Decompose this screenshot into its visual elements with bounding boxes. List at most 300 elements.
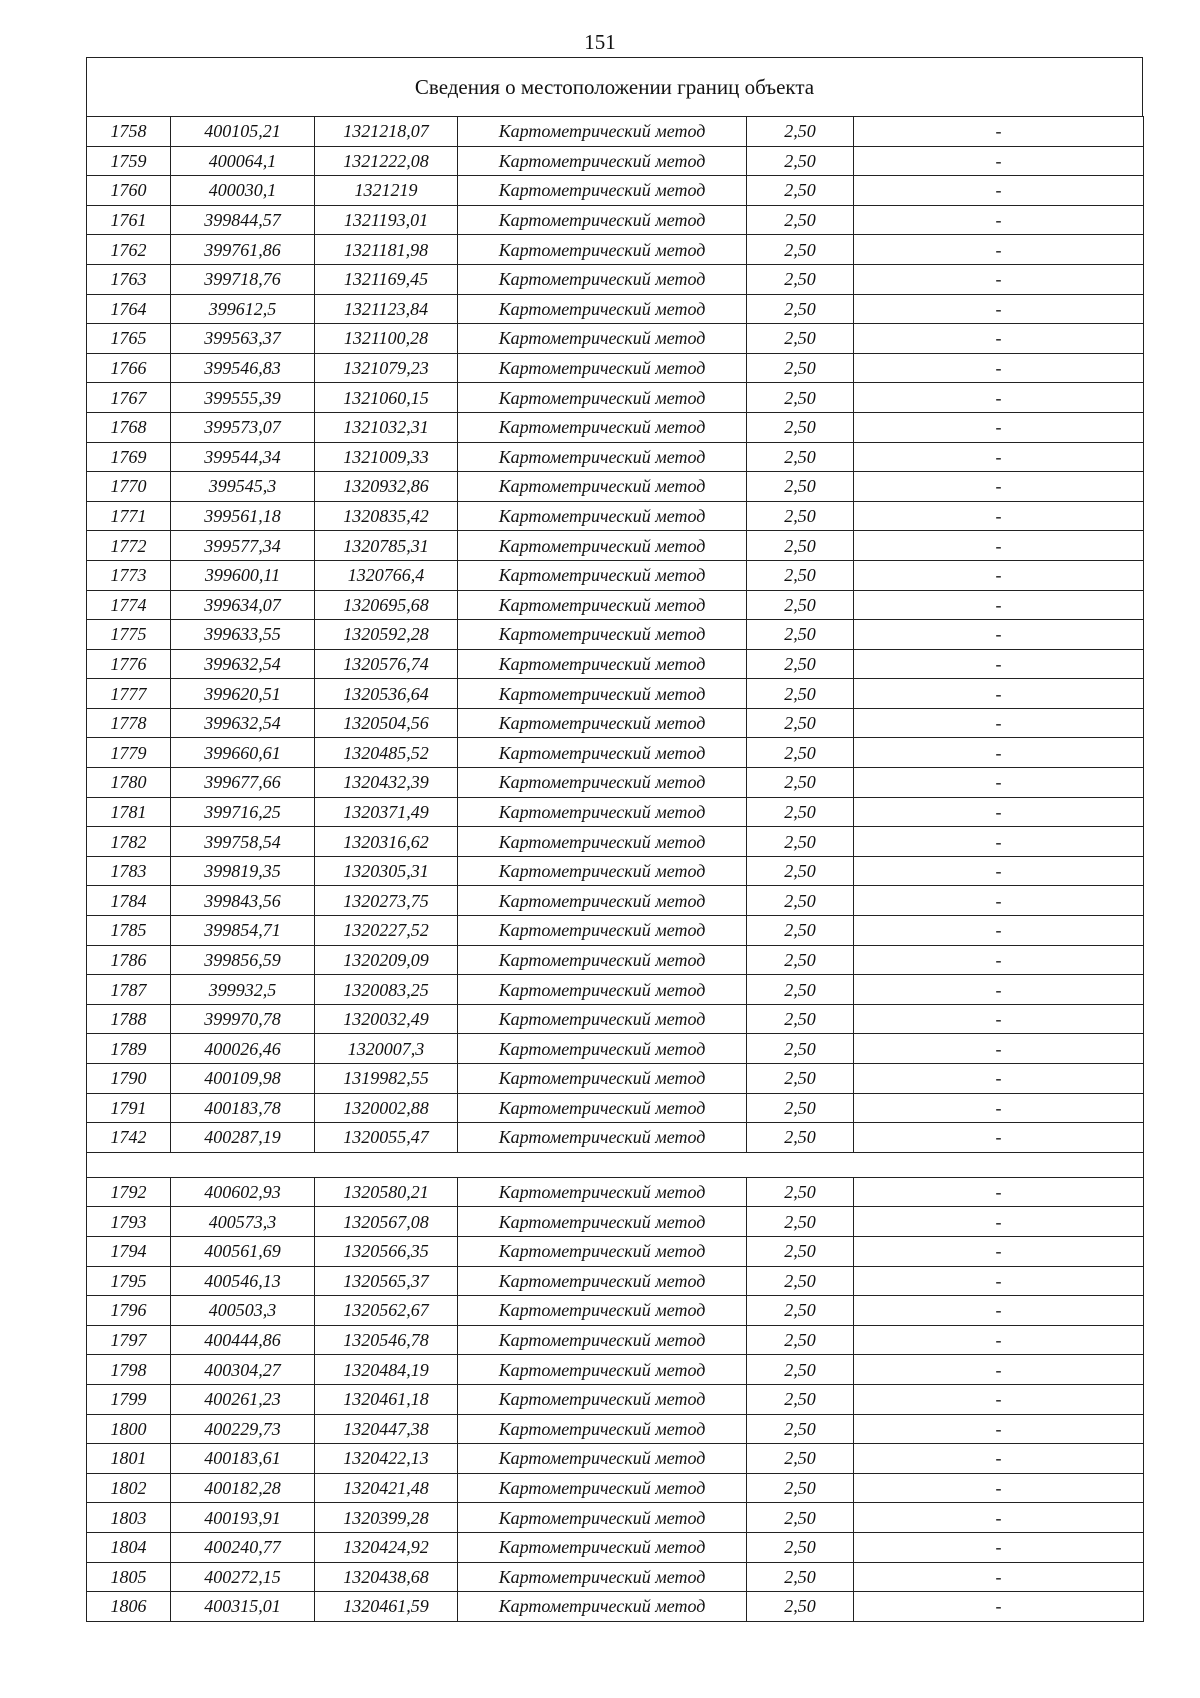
x-coordinate-cell: 399600,11 bbox=[171, 560, 315, 590]
point-number-cell: 1794 bbox=[87, 1236, 171, 1266]
x-coordinate-cell: 400287,19 bbox=[171, 1123, 315, 1153]
accuracy-cell: 2,50 bbox=[747, 560, 854, 590]
description-cell: - bbox=[854, 856, 1144, 886]
x-coordinate-cell: 400261,23 bbox=[171, 1384, 315, 1414]
method-cell: Картометрический метод bbox=[458, 235, 747, 265]
method-cell: Картометрический метод bbox=[458, 1177, 747, 1207]
description-cell: - bbox=[854, 235, 1144, 265]
table-row bbox=[87, 1473, 1144, 1503]
table-row bbox=[87, 590, 1144, 620]
y-coordinate-cell: 1320484,19 bbox=[315, 1355, 458, 1385]
table-row bbox=[87, 768, 1144, 798]
method-cell: Картометрический метод bbox=[458, 1503, 747, 1533]
description-cell: - bbox=[854, 1236, 1144, 1266]
point-number-cell: 1763 bbox=[87, 264, 171, 294]
accuracy-cell: 2,50 bbox=[747, 264, 854, 294]
y-coordinate-cell: 1320316,62 bbox=[315, 827, 458, 857]
method-cell: Картометрический метод bbox=[458, 945, 747, 975]
method-cell: Картометрический метод bbox=[458, 1034, 747, 1064]
description-cell: - bbox=[854, 708, 1144, 738]
accuracy-cell: 2,50 bbox=[747, 205, 854, 235]
y-coordinate-cell: 1319982,55 bbox=[315, 1064, 458, 1094]
method-cell: Картометрический метод bbox=[458, 797, 747, 827]
accuracy-cell: 2,50 bbox=[747, 1177, 854, 1207]
accuracy-cell: 2,50 bbox=[747, 324, 854, 354]
accuracy-cell: 2,50 bbox=[747, 590, 854, 620]
accuracy-cell: 2,50 bbox=[747, 1123, 854, 1153]
method-cell: Картометрический метод bbox=[458, 1064, 747, 1094]
method-cell: Картометрический метод bbox=[458, 117, 747, 147]
accuracy-cell: 2,50 bbox=[747, 1296, 854, 1326]
y-coordinate-cell: 1320461,18 bbox=[315, 1384, 458, 1414]
description-cell: - bbox=[854, 1503, 1144, 1533]
x-coordinate-cell: 400561,69 bbox=[171, 1236, 315, 1266]
accuracy-cell: 2,50 bbox=[747, 827, 854, 857]
y-coordinate-cell: 1320083,25 bbox=[315, 975, 458, 1005]
y-coordinate-cell: 1320371,49 bbox=[315, 797, 458, 827]
point-number-cell: 1795 bbox=[87, 1266, 171, 1296]
table-row bbox=[87, 1266, 1144, 1296]
accuracy-cell: 2,50 bbox=[747, 1473, 854, 1503]
method-cell: Картометрический метод bbox=[458, 738, 747, 768]
point-number-cell: 1773 bbox=[87, 560, 171, 590]
y-coordinate-cell: 1321193,01 bbox=[315, 205, 458, 235]
x-coordinate-cell: 400026,46 bbox=[171, 1034, 315, 1064]
y-coordinate-cell: 1321218,07 bbox=[315, 117, 458, 147]
y-coordinate-cell: 1320536,64 bbox=[315, 679, 458, 709]
description-cell: - bbox=[854, 1384, 1144, 1414]
y-coordinate-cell: 1321222,08 bbox=[315, 146, 458, 176]
point-number-cell: 1780 bbox=[87, 768, 171, 798]
description-cell: - bbox=[854, 1123, 1144, 1153]
table-row bbox=[87, 738, 1144, 768]
method-cell: Картометрический метод bbox=[458, 590, 747, 620]
table-row bbox=[87, 1177, 1144, 1207]
table-body bbox=[87, 117, 1144, 1622]
x-coordinate-cell: 399634,07 bbox=[171, 590, 315, 620]
table-row bbox=[87, 117, 1144, 147]
method-cell: Картометрический метод bbox=[458, 1444, 747, 1474]
table-row bbox=[87, 1355, 1144, 1385]
point-number-cell: 1799 bbox=[87, 1384, 171, 1414]
method-cell: Картометрический метод bbox=[458, 856, 747, 886]
point-number-cell: 1767 bbox=[87, 383, 171, 413]
y-coordinate-cell: 1321219 bbox=[315, 176, 458, 206]
table-row bbox=[87, 679, 1144, 709]
x-coordinate-cell: 399555,39 bbox=[171, 383, 315, 413]
y-coordinate-cell: 1320421,48 bbox=[315, 1473, 458, 1503]
accuracy-cell: 2,50 bbox=[747, 235, 854, 265]
description-cell: - bbox=[854, 1064, 1144, 1094]
y-coordinate-cell: 1320002,88 bbox=[315, 1093, 458, 1123]
y-coordinate-cell: 1320273,75 bbox=[315, 886, 458, 916]
contour-separator-row bbox=[87, 1152, 1144, 1177]
method-cell: Картометрический метод bbox=[458, 1532, 747, 1562]
boundary-points-table bbox=[86, 116, 1144, 1622]
description-cell: - bbox=[854, 117, 1144, 147]
table-row bbox=[87, 1034, 1144, 1064]
accuracy-cell: 2,50 bbox=[747, 117, 854, 147]
x-coordinate-cell: 399545,3 bbox=[171, 472, 315, 502]
x-coordinate-cell: 399620,51 bbox=[171, 679, 315, 709]
description-cell: - bbox=[854, 1004, 1144, 1034]
description-cell: - bbox=[854, 620, 1144, 650]
point-number-cell: 1768 bbox=[87, 412, 171, 442]
y-coordinate-cell: 1320032,49 bbox=[315, 1004, 458, 1034]
table-row bbox=[87, 945, 1144, 975]
point-number-cell: 1782 bbox=[87, 827, 171, 857]
x-coordinate-cell: 400182,28 bbox=[171, 1473, 315, 1503]
x-coordinate-cell: 399633,55 bbox=[171, 620, 315, 650]
table-row bbox=[87, 1444, 1144, 1474]
y-coordinate-cell: 1320007,3 bbox=[315, 1034, 458, 1064]
point-number-cell: 1769 bbox=[87, 442, 171, 472]
method-cell: Картометрический метод bbox=[458, 205, 747, 235]
description-cell: - bbox=[854, 1473, 1144, 1503]
table-row bbox=[87, 412, 1144, 442]
table-row bbox=[87, 531, 1144, 561]
description-cell: - bbox=[854, 1325, 1144, 1355]
accuracy-cell: 2,50 bbox=[747, 1093, 854, 1123]
table-row bbox=[87, 324, 1144, 354]
x-coordinate-cell: 400304,27 bbox=[171, 1355, 315, 1385]
description-cell: - bbox=[854, 442, 1144, 472]
table-row bbox=[87, 1325, 1144, 1355]
point-number-cell: 1766 bbox=[87, 353, 171, 383]
y-coordinate-cell: 1320055,47 bbox=[315, 1123, 458, 1153]
table-row bbox=[87, 560, 1144, 590]
accuracy-cell: 2,50 bbox=[747, 886, 854, 916]
method-cell: Картометрический метод bbox=[458, 1093, 747, 1123]
x-coordinate-cell: 400240,77 bbox=[171, 1532, 315, 1562]
method-cell: Картометрический метод bbox=[458, 679, 747, 709]
x-coordinate-cell: 400546,13 bbox=[171, 1266, 315, 1296]
description-cell: - bbox=[854, 264, 1144, 294]
accuracy-cell: 2,50 bbox=[747, 353, 854, 383]
table-row bbox=[87, 501, 1144, 531]
point-number-cell: 1771 bbox=[87, 501, 171, 531]
point-number-cell: 1772 bbox=[87, 531, 171, 561]
table-row bbox=[87, 827, 1144, 857]
y-coordinate-cell: 1320305,31 bbox=[315, 856, 458, 886]
table-row bbox=[87, 856, 1144, 886]
accuracy-cell: 2,50 bbox=[747, 945, 854, 975]
x-coordinate-cell: 399758,54 bbox=[171, 827, 315, 857]
table-row bbox=[87, 294, 1144, 324]
accuracy-cell: 2,50 bbox=[747, 620, 854, 650]
y-coordinate-cell: 1320835,42 bbox=[315, 501, 458, 531]
table-row bbox=[87, 649, 1144, 679]
page-number: 151 bbox=[584, 30, 616, 54]
description-cell: - bbox=[854, 886, 1144, 916]
description-cell: - bbox=[854, 1266, 1144, 1296]
point-number-cell: 1784 bbox=[87, 886, 171, 916]
x-coordinate-cell: 400109,98 bbox=[171, 1064, 315, 1094]
point-number-cell: 1800 bbox=[87, 1414, 171, 1444]
x-coordinate-cell: 399573,07 bbox=[171, 412, 315, 442]
point-number-cell: 1779 bbox=[87, 738, 171, 768]
x-coordinate-cell: 399544,34 bbox=[171, 442, 315, 472]
accuracy-cell: 2,50 bbox=[747, 1444, 854, 1474]
accuracy-cell: 2,50 bbox=[747, 797, 854, 827]
method-cell: Картометрический метод bbox=[458, 1562, 747, 1592]
description-cell: - bbox=[854, 560, 1144, 590]
point-number-cell: 1788 bbox=[87, 1004, 171, 1034]
description-cell: - bbox=[854, 1034, 1144, 1064]
y-coordinate-cell: 1321181,98 bbox=[315, 235, 458, 265]
table-row bbox=[87, 264, 1144, 294]
description-cell: - bbox=[854, 945, 1144, 975]
point-number-cell: 1789 bbox=[87, 1034, 171, 1064]
point-number-cell: 1776 bbox=[87, 649, 171, 679]
y-coordinate-cell: 1321009,33 bbox=[315, 442, 458, 472]
description-cell: - bbox=[854, 1562, 1144, 1592]
accuracy-cell: 2,50 bbox=[747, 383, 854, 413]
x-coordinate-cell: 399970,78 bbox=[171, 1004, 315, 1034]
y-coordinate-cell: 1320580,21 bbox=[315, 1177, 458, 1207]
table-row bbox=[87, 620, 1144, 650]
point-number-cell: 1783 bbox=[87, 856, 171, 886]
method-cell: Картометрический метод bbox=[458, 708, 747, 738]
y-coordinate-cell: 1320438,68 bbox=[315, 1562, 458, 1592]
accuracy-cell: 2,50 bbox=[747, 679, 854, 709]
x-coordinate-cell: 400030,1 bbox=[171, 176, 315, 206]
accuracy-cell: 2,50 bbox=[747, 1562, 854, 1592]
y-coordinate-cell: 1320461,59 bbox=[315, 1592, 458, 1622]
accuracy-cell: 2,50 bbox=[747, 1325, 854, 1355]
method-cell: Картометрический метод bbox=[458, 412, 747, 442]
table-title: Сведения о местоположении границ объекта bbox=[86, 57, 1143, 116]
method-cell: Картометрический метод bbox=[458, 442, 747, 472]
table-row bbox=[87, 916, 1144, 946]
description-cell: - bbox=[854, 205, 1144, 235]
method-cell: Картометрический метод bbox=[458, 383, 747, 413]
x-coordinate-cell: 400064,1 bbox=[171, 146, 315, 176]
y-coordinate-cell: 1321100,28 bbox=[315, 324, 458, 354]
description-cell: - bbox=[854, 472, 1144, 502]
accuracy-cell: 2,50 bbox=[747, 472, 854, 502]
x-coordinate-cell: 399577,34 bbox=[171, 531, 315, 561]
point-number-cell: 1765 bbox=[87, 324, 171, 354]
table-row bbox=[87, 472, 1144, 502]
description-cell: - bbox=[854, 797, 1144, 827]
method-cell: Картометрический метод bbox=[458, 1414, 747, 1444]
y-coordinate-cell: 1320399,28 bbox=[315, 1503, 458, 1533]
accuracy-cell: 2,50 bbox=[747, 856, 854, 886]
table-row bbox=[87, 1562, 1144, 1592]
x-coordinate-cell: 399932,5 bbox=[171, 975, 315, 1005]
accuracy-cell: 2,50 bbox=[747, 1004, 854, 1034]
point-number-cell: 1759 bbox=[87, 146, 171, 176]
table-row bbox=[87, 1064, 1144, 1094]
table-row bbox=[87, 1532, 1144, 1562]
x-coordinate-cell: 399718,76 bbox=[171, 264, 315, 294]
method-cell: Картометрический метод bbox=[458, 146, 747, 176]
description-cell: - bbox=[854, 1355, 1144, 1385]
x-coordinate-cell: 399677,66 bbox=[171, 768, 315, 798]
point-number-cell: 1781 bbox=[87, 797, 171, 827]
method-cell: Картометрический метод bbox=[458, 1355, 747, 1385]
point-number-cell: 1797 bbox=[87, 1325, 171, 1355]
y-coordinate-cell: 1320227,52 bbox=[315, 916, 458, 946]
accuracy-cell: 2,50 bbox=[747, 975, 854, 1005]
accuracy-cell: 2,50 bbox=[747, 708, 854, 738]
point-number-cell: 1805 bbox=[87, 1562, 171, 1592]
point-number-cell: 1786 bbox=[87, 945, 171, 975]
y-coordinate-cell: 1321032,31 bbox=[315, 412, 458, 442]
point-number-cell: 1798 bbox=[87, 1355, 171, 1385]
point-number-cell: 1778 bbox=[87, 708, 171, 738]
x-coordinate-cell: 400444,86 bbox=[171, 1325, 315, 1355]
table-row bbox=[87, 1207, 1144, 1237]
description-cell: - bbox=[854, 324, 1144, 354]
method-cell: Картометрический метод bbox=[458, 264, 747, 294]
description-cell: - bbox=[854, 679, 1144, 709]
accuracy-cell: 2,50 bbox=[747, 1503, 854, 1533]
point-number-cell: 1761 bbox=[87, 205, 171, 235]
point-number-cell: 1791 bbox=[87, 1093, 171, 1123]
accuracy-cell: 2,50 bbox=[747, 1266, 854, 1296]
point-number-cell: 1764 bbox=[87, 294, 171, 324]
point-number-cell: 1775 bbox=[87, 620, 171, 650]
y-coordinate-cell: 1320695,68 bbox=[315, 590, 458, 620]
x-coordinate-cell: 400272,15 bbox=[171, 1562, 315, 1592]
point-number-cell: 1742 bbox=[87, 1123, 171, 1153]
method-cell: Картометрический метод bbox=[458, 324, 747, 354]
table-row bbox=[87, 886, 1144, 916]
point-number-cell: 1806 bbox=[87, 1592, 171, 1622]
x-coordinate-cell: 399761,86 bbox=[171, 235, 315, 265]
table-row bbox=[87, 353, 1144, 383]
accuracy-cell: 2,50 bbox=[747, 176, 854, 206]
description-cell: - bbox=[854, 1093, 1144, 1123]
description-cell: - bbox=[854, 590, 1144, 620]
y-coordinate-cell: 1320932,86 bbox=[315, 472, 458, 502]
point-number-cell: 1803 bbox=[87, 1503, 171, 1533]
description-cell: - bbox=[854, 649, 1144, 679]
boundary-sheet bbox=[86, 57, 1143, 1622]
accuracy-cell: 2,50 bbox=[747, 146, 854, 176]
table-row bbox=[87, 1236, 1144, 1266]
point-number-cell: 1787 bbox=[87, 975, 171, 1005]
x-coordinate-cell: 399563,37 bbox=[171, 324, 315, 354]
x-coordinate-cell: 399612,5 bbox=[171, 294, 315, 324]
accuracy-cell: 2,50 bbox=[747, 768, 854, 798]
y-coordinate-cell: 1320785,31 bbox=[315, 531, 458, 561]
accuracy-cell: 2,50 bbox=[747, 1592, 854, 1622]
method-cell: Картометрический метод bbox=[458, 1473, 747, 1503]
y-coordinate-cell: 1320766,4 bbox=[315, 560, 458, 590]
description-cell: - bbox=[854, 768, 1144, 798]
description-cell: - bbox=[854, 1296, 1144, 1326]
description-cell: - bbox=[854, 738, 1144, 768]
x-coordinate-cell: 399844,57 bbox=[171, 205, 315, 235]
description-cell: - bbox=[854, 383, 1144, 413]
description-cell: - bbox=[854, 1177, 1144, 1207]
accuracy-cell: 2,50 bbox=[747, 1207, 854, 1237]
point-number-cell: 1796 bbox=[87, 1296, 171, 1326]
table-row bbox=[87, 1503, 1144, 1533]
table-row bbox=[87, 383, 1144, 413]
description-cell: - bbox=[854, 1532, 1144, 1562]
table-row bbox=[87, 205, 1144, 235]
y-coordinate-cell: 1321079,23 bbox=[315, 353, 458, 383]
x-coordinate-cell: 400105,21 bbox=[171, 117, 315, 147]
accuracy-cell: 2,50 bbox=[747, 442, 854, 472]
x-coordinate-cell: 400573,3 bbox=[171, 1207, 315, 1237]
point-number-cell: 1760 bbox=[87, 176, 171, 206]
method-cell: Картометрический метод bbox=[458, 1325, 747, 1355]
point-number-cell: 1762 bbox=[87, 235, 171, 265]
x-coordinate-cell: 400229,73 bbox=[171, 1414, 315, 1444]
point-number-cell: 1802 bbox=[87, 1473, 171, 1503]
x-coordinate-cell: 400183,78 bbox=[171, 1093, 315, 1123]
table-row bbox=[87, 975, 1144, 1005]
y-coordinate-cell: 1320576,74 bbox=[315, 649, 458, 679]
accuracy-cell: 2,50 bbox=[747, 1414, 854, 1444]
x-coordinate-cell: 400193,91 bbox=[171, 1503, 315, 1533]
description-cell: - bbox=[854, 916, 1144, 946]
point-number-cell: 1777 bbox=[87, 679, 171, 709]
table-row bbox=[87, 1592, 1144, 1622]
point-number-cell: 1790 bbox=[87, 1064, 171, 1094]
accuracy-cell: 2,50 bbox=[747, 1064, 854, 1094]
y-coordinate-cell: 1320432,39 bbox=[315, 768, 458, 798]
accuracy-cell: 2,50 bbox=[747, 1384, 854, 1414]
x-coordinate-cell: 399843,56 bbox=[171, 886, 315, 916]
method-cell: Картометрический метод bbox=[458, 353, 747, 383]
point-number-cell: 1758 bbox=[87, 117, 171, 147]
method-cell: Картометрический метод bbox=[458, 1296, 747, 1326]
description-cell: - bbox=[854, 353, 1144, 383]
point-number-cell: 1792 bbox=[87, 1177, 171, 1207]
accuracy-cell: 2,50 bbox=[747, 412, 854, 442]
method-cell: Картометрический метод bbox=[458, 1123, 747, 1153]
accuracy-cell: 2,50 bbox=[747, 501, 854, 531]
description-cell: - bbox=[854, 412, 1144, 442]
description-cell: - bbox=[854, 294, 1144, 324]
x-coordinate-cell: 399819,35 bbox=[171, 856, 315, 886]
x-coordinate-cell: 399546,83 bbox=[171, 353, 315, 383]
table-row bbox=[87, 797, 1144, 827]
y-coordinate-cell: 1320424,92 bbox=[315, 1532, 458, 1562]
x-coordinate-cell: 400183,61 bbox=[171, 1444, 315, 1474]
y-coordinate-cell: 1320485,52 bbox=[315, 738, 458, 768]
method-cell: Картометрический метод bbox=[458, 886, 747, 916]
y-coordinate-cell: 1320546,78 bbox=[315, 1325, 458, 1355]
description-cell: - bbox=[854, 176, 1144, 206]
method-cell: Картометрический метод bbox=[458, 1207, 747, 1237]
y-coordinate-cell: 1320504,56 bbox=[315, 708, 458, 738]
y-coordinate-cell: 1320422,13 bbox=[315, 1444, 458, 1474]
x-coordinate-cell: 399632,54 bbox=[171, 649, 315, 679]
x-coordinate-cell: 399660,61 bbox=[171, 738, 315, 768]
x-coordinate-cell: 399856,59 bbox=[171, 945, 315, 975]
y-coordinate-cell: 1321123,84 bbox=[315, 294, 458, 324]
method-cell: Картометрический метод bbox=[458, 649, 747, 679]
table-row bbox=[87, 1123, 1144, 1153]
y-coordinate-cell: 1320592,28 bbox=[315, 620, 458, 650]
method-cell: Картометрический метод bbox=[458, 501, 747, 531]
x-coordinate-cell: 400602,93 bbox=[171, 1177, 315, 1207]
table-row bbox=[87, 176, 1144, 206]
description-cell: - bbox=[854, 1592, 1144, 1622]
y-coordinate-cell: 1320567,08 bbox=[315, 1207, 458, 1237]
method-cell: Картометрический метод bbox=[458, 294, 747, 324]
method-cell: Картометрический метод bbox=[458, 1236, 747, 1266]
description-cell: - bbox=[854, 1414, 1144, 1444]
x-coordinate-cell: 400503,3 bbox=[171, 1296, 315, 1326]
